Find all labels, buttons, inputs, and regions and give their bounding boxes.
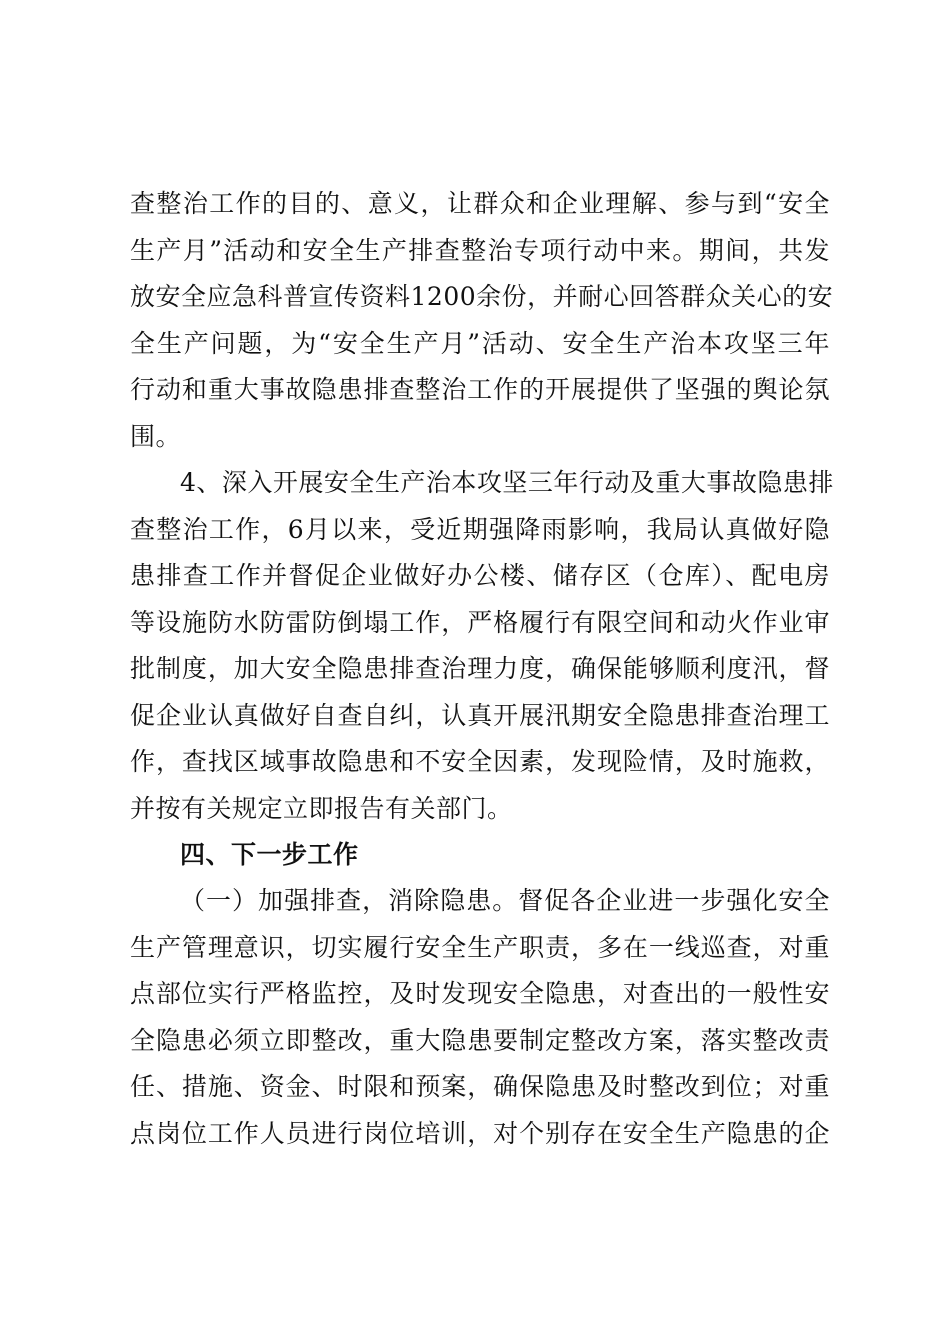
text-line: 患排查工作并督促企业做好办公楼、储存区（仓库）、配电房 [130, 561, 830, 590]
text-line: 4、深入开展安全生产治本攻坚三年行动及重大事故隐患排 [180, 468, 834, 497]
text-line: 生产管理意识，切实履行安全生产职责，多在一线巡查，对重 [130, 932, 830, 962]
text-line: 点岗位工作人员进行岗位培训，对个别存在安全生产隐患的企 [130, 1118, 830, 1148]
text-line: 并按有关规定立即报告有关部门。 [130, 793, 513, 823]
paragraph-1 [130, 181, 834, 460]
text-line: 围。 [130, 421, 182, 451]
paragraph-3 [130, 878, 830, 1157]
text-line: 查整治工作的目的、意义，让群众和企业理解、参与到“安全 [130, 189, 830, 218]
section-heading-text: 四、下一步工作 [180, 840, 359, 869]
text-line: 生产月”活动和安全生产排查整治专项行动中来。期间，共发 [130, 235, 830, 265]
text-line: 作，查找区域事故隐患和不安全因素，发现险情，及时施救， [130, 747, 830, 776]
text-line: 行动和重大事故隐患排查整治工作的开展提供了坚强的舆论氛 [130, 375, 830, 404]
text-line: 点部位实行严格监控，及时发现安全隐患，对查出的一般性安 [130, 979, 830, 1008]
text-line: 全隐患必须立即整改，重大隐患要制定整改方案，落实整改责 [130, 1025, 830, 1055]
section-heading [130, 832, 830, 879]
text-line: 全生产问题，为“安全生产月”活动、安全生产治本攻坚三年 [130, 328, 830, 358]
text-line: （一）加强排查，消除隐患。督促各企业进一步强化安全 [180, 886, 830, 915]
text-line: 促企业认真做好自查自纠，认真开展汛期安全隐患排查治理工 [130, 700, 830, 730]
paragraph-2 [130, 460, 834, 832]
text-line: 批制度，加大安全隐患排查治理力度，确保能够顺利度汛，督 [130, 654, 830, 683]
text-line: 任、措施、资金、时限和预案，确保隐患及时整改到位；对重 [130, 1072, 830, 1101]
text-line: 放安全应急科普宣传资料1200余份，并耐心回答群众关心的安 [130, 282, 834, 311]
text-line: 等设施防水防雷防倒塌工作，严格履行有限空间和动火作业审 [130, 607, 830, 637]
text-line: 查整治工作，6月以来，受近期强降雨影响，我局认真做好隐 [130, 514, 830, 544]
